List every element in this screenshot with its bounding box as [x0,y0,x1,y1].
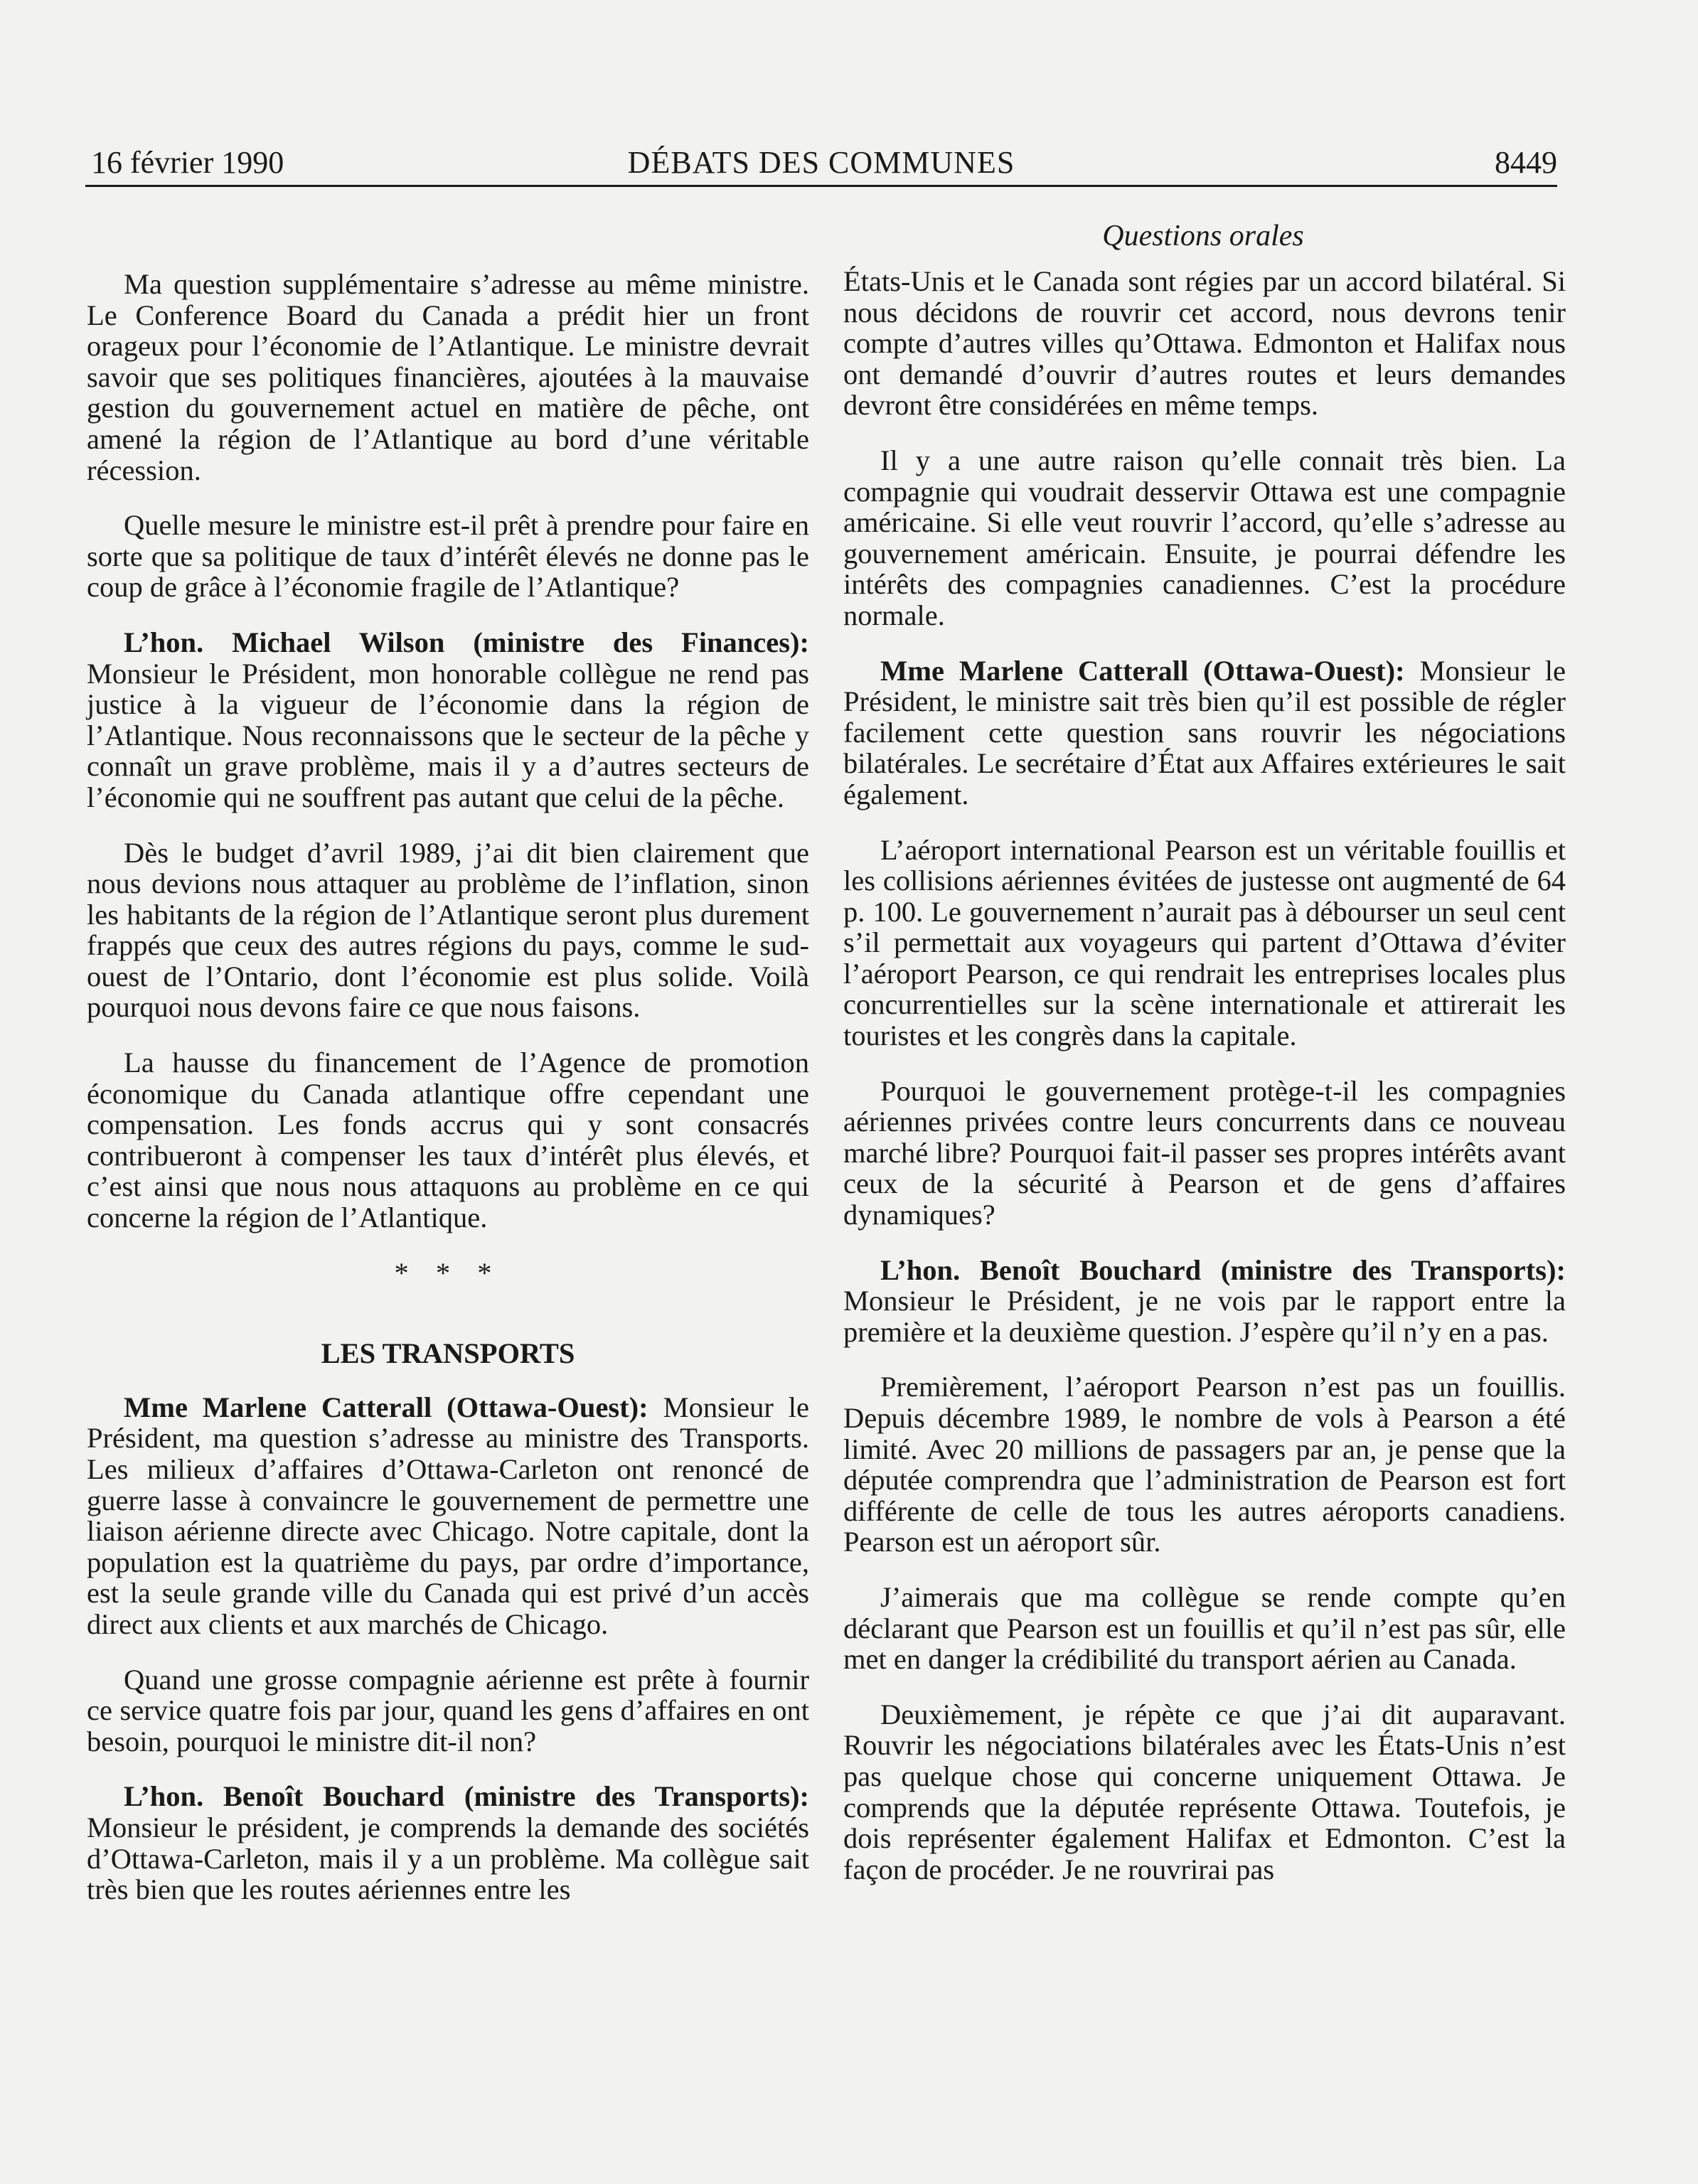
header-page-number: 8449 [1495,145,1557,180]
section-heading: LES TRANSPORTS [321,1337,575,1370]
paragraph: Premièrement, l’aéroport Pearson n’est pas un fouillis. Depuis décembre 1989, le nombre de vols à Pearson a été limité. Avec 20 millions de passagers par an, je pense que la députée comprendra que l’administration de Pearson est fort différente de celle de tous les autres aéroports canadiens. Pearson est un aéroport sûr. [843,1371,1566,1558]
speech-text: Monsieur le Président, ma question s’adresse au ministre des Transports. Les milieux d’affaires d’Ottawa-Carleton ont renoncé de guerre lasse à convaincre le gouvernement de permettre une liaison aérienne directe avec Chicago. Notre capitale, dont la population est la quatrième du pays, par ordre d’importance, est la seule grande ville du Canada qui est privé d’un accès direct aux clients et aux marchés de Chicago. [87,1391,809,1640]
speech-text: Monsieur le Président, le ministre sait très bien qu’il est possible de régler facilement cette question sans rouvrir les négociations bilatérales. Le secrétaire d’État aux Affaires extérieures le sait également. [843,654,1566,810]
paragraph [87,1392,809,1640]
section-separator: * * * [394,1256,502,1289]
paragraph: Pourquoi le gouvernement protège-t-il les compagnies aériennes privées contre leurs concurrents dans ce nouveau marché libre? Pourquoi fait-il passer ses propres intérêts avant ceux de la sécurité à Pearson et de gens d’affaires dynamiques? [843,1074,1566,1231]
header-title: DÉBATS DES COMMUNES [627,145,1015,180]
paragraph: L’aéroport international Pearson est un véritable fouillis et les collisions aériennes évitées de justesse ont augmenté de 64 p. 100. Le gouvernement n’aurait pas à débourser un seul cent s’il permettait aux voyageurs qui partent d’Ottawa d’éviter l’aéroport Pearson, ce qui rendrait les entreprises locales plus concurrentielles sur la scène internationale et attirerait les touristes et les congrès dans la capitale. [843,833,1566,1052]
header-date: 16 février 1990 [91,145,284,180]
section-label: Questions orales [1102,220,1304,252]
paragraph: Deuxièmement, je répète ce que j’ai dit auparavant. Rouvrir les négociations bilatérales avec les États-Unis n’est pas quelque chose qui concerne uniquement Ottawa. Je comprends que la députée représente Ottawa. Toutefois, je dois représenter également Halifax et Edmonton. C’est la façon de procéder. Je ne rouvrirai pas [843,1698,1566,1885]
paragraph: Il y a une autre raison qu’elle connait très bien. La compagnie qui voudrait desservir Ottawa est une compagnie américaine. Si elle veut rouvrir l’accord, qu’elle s’adresse au gouvernement américain. Ensuite, je pourrai défendre les intérêts des compagnies canadiennes. C’est la procédure normale. [843,444,1566,631]
speech-text: Monsieur le président, je comprends la demande des sociétés d’Ottawa-Carleton, mais il y a un problème. Ma collègue sait très bien que les routes aériennes entre les [87,1811,809,1906]
header-rule [85,185,1557,187]
paragraph [87,627,809,813]
speaker-name: Mme Marlene Catterall (Ottawa-Ouest): [124,1391,648,1423]
speaker-name: L’hon. Michael Wilson (ministre des Finances): [124,626,809,658]
paragraph: La hausse du financement de l’Agence de promotion économique du Canada atlantique offre cependant une compensation. Les fonds accrus qui y sont consacrés contribueront à compenser les taux d’intérêt plus élevés, et c’est ainsi que nous nous attaquons au problème en ce qui concerne la région de l’Atlantique. [87,1046,809,1234]
paragraph: Quand une grosse compagnie aérienne est prête à fournir ce service quatre fois par jour, quand les gens d’affaires en ont besoin, pourquoi le ministre dit-il non? [87,1663,809,1757]
paragraph: Ma question supplémentaire s’adresse au même ministre. Le Conference Board du Canada a prédit hier un front orageux pour l’économie de l’Atlantique. Le ministre devrait savoir que ses politiques financières, ajoutées à la mauvaise gestion du gouvernement actuel en matière de pêche, ont amené la région de l’Atlantique au bord d’une véritable récession. [87,268,809,486]
paragraph: Dès le budget d’avril 1989, j’ai dit bien clairement que nous devions nous attaquer au problème de l’inflation, sinon les habitants de la région de l’Atlantique seront plus durement frappés que ceux des autres régions du pays, comme le sud-ouest de l’Ontario, dont l’économie est plus solide. Voilà pourquoi nous devons faire ce que nous faisons. [87,836,809,1024]
paragraph [843,1255,1566,1348]
paragraph: Quelle mesure le ministre est-il prêt à prendre pour faire en sorte que sa politique de taux d’intérêt élevés ne donne pas le coup de grâce à l’économie fragile de l’Atlantique? [87,509,809,604]
paragraph: J’aimerais que ma collègue se rende compte qu’en déclarant que Pearson est un fouillis et qu’il n’est pas sûr, elle met en danger la crédibilité du transport aérien au Canada. [843,1580,1566,1676]
speaker-name: L’hon. Benoît Bouchard (ministre des Transports): [124,1780,809,1813]
paragraph [87,1781,809,1905]
right-column [843,266,1566,1909]
left-column [87,269,809,1929]
speech-text: Monsieur le Président, mon honorable collègue ne rend pas justice à la vigueur de l’économie dans la région de l’Atlantique. Nous reconnaissons que le secteur de la pêche y connaît un grave problème, mais il y a d’autres secteurs de l’économie qui ne souffrent pas autant que celui de la pêche. [87,657,809,813]
paragraph: États-Unis et le Canada sont régies par un accord bilatéral. Si nous décidons de rouvrir cet accord, nous devrons tenir compte d’autres villes qu’Ottawa. Edmonton et Halifax nous ont demandé d’ouvrir d’autres routes et leurs demandes devront être considérées en même temps. [843,265,1566,422]
paragraph [843,655,1566,810]
page-header [85,141,1557,185]
speech-text: Monsieur le Président, je ne vois par le rapport entre la première et la deuxième question. J’espère qu’il n’y en a pas. [843,1285,1566,1348]
speaker-name: Mme Marlene Catterall (Ottawa-Ouest): [880,654,1405,687]
speaker-name: L’hon. Benoît Bouchard (ministre des Transports): [880,1253,1566,1286]
